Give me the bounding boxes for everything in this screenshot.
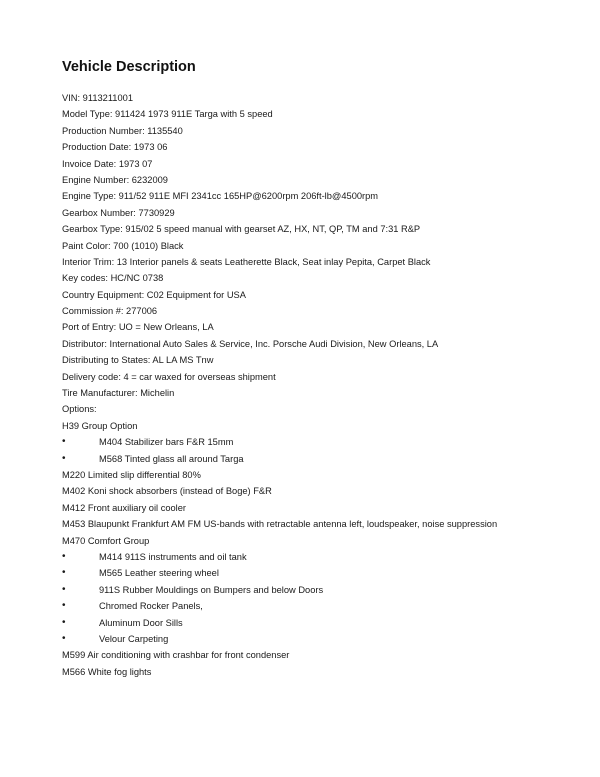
description-line xyxy=(62,352,582,368)
line-text: Delivery code: 4 = car waxed for overseas shipment xyxy=(62,371,276,382)
line-text: Production Number: 1135540 xyxy=(62,125,183,136)
line-text: Engine Type: 911/52 911E MFI 2341cc 165HP@6200rpm 206ft-lb@4500rpm xyxy=(62,191,379,202)
bullet-list-item xyxy=(62,598,582,614)
line-text: M568 Tinted glass all around Targa xyxy=(99,453,244,464)
description-line xyxy=(62,664,582,680)
description-line xyxy=(62,172,582,188)
line-text: Tire Manufacturer: Michelin xyxy=(62,388,175,399)
bullet-list-item xyxy=(62,615,582,631)
description-line xyxy=(62,467,582,483)
bullet-list-item xyxy=(62,565,582,581)
line-text: Chromed Rocker Panels, xyxy=(99,601,203,612)
line-text: Gearbox Number: 7730929 xyxy=(62,207,175,218)
line-text: Port of Entry: UO = New Orleans, LA xyxy=(62,322,214,333)
line-text: 911S Rubber Mouldings on Bumpers and below Doors xyxy=(99,584,324,595)
description-line xyxy=(62,221,582,237)
description-line xyxy=(62,533,582,549)
line-text: Gearbox Type: 915/02 5 speed manual with gearset AZ, HX, NT, QP, TM and 7:31 R&P xyxy=(62,224,421,235)
bullet-list-item xyxy=(62,451,582,467)
bullet-icon: • xyxy=(62,452,66,464)
description-line xyxy=(62,238,582,254)
description-line xyxy=(62,287,582,303)
description-line xyxy=(62,516,582,532)
line-text: H39 Group Option xyxy=(62,420,138,431)
description-line xyxy=(62,303,582,319)
line-text: Options: xyxy=(62,404,97,415)
bullet-icon: • xyxy=(62,583,66,595)
description-line xyxy=(62,188,582,204)
bullet-icon: • xyxy=(62,600,66,612)
line-text: M414 911S instruments and oil tank xyxy=(99,551,247,562)
line-text: Country Equipment: C02 Equipment for USA xyxy=(62,289,246,300)
line-text: Velour Carpeting xyxy=(99,633,169,644)
line-text: Paint Color: 700 (1010) Black xyxy=(62,240,184,251)
description-line xyxy=(62,401,582,417)
line-text: M220 Limited slip differential 80% xyxy=(62,469,201,480)
line-text: Aluminum Door Sills xyxy=(99,617,183,628)
description-line xyxy=(62,123,582,139)
line-text: Engine Number: 6232009 xyxy=(62,174,168,185)
bullet-icon: • xyxy=(62,436,66,448)
line-text: M412 Front auxiliary oil cooler xyxy=(62,502,187,513)
description-line xyxy=(62,106,582,122)
description-line xyxy=(62,254,582,270)
description-line xyxy=(62,156,582,172)
line-text: M599 Air conditioning with crashbar for front condenser xyxy=(62,650,290,661)
bullet-icon: • xyxy=(62,632,66,644)
bullet-list-item xyxy=(62,434,582,450)
bullet-icon: • xyxy=(62,616,66,628)
description-line xyxy=(62,500,582,516)
line-text: M453 Blaupunkt Frankfurt AM FM US-bands with retractable antenna left, loudspeaker, noise suppression xyxy=(62,519,498,530)
line-text: Invoice Date: 1973 07 xyxy=(62,158,153,169)
description-line xyxy=(62,369,582,385)
line-text: Commission #: 277006 xyxy=(62,306,158,317)
bullet-list-item xyxy=(62,549,582,565)
description-line xyxy=(62,336,582,352)
description-line xyxy=(62,647,582,663)
description-line xyxy=(62,319,582,335)
line-text: M565 Leather steering wheel xyxy=(99,568,219,579)
vehicle-description-list xyxy=(62,90,582,680)
description-line xyxy=(62,385,582,401)
line-text: VIN: 9113211001 xyxy=(62,93,133,103)
page-title: Vehicle Description xyxy=(62,59,196,75)
line-text: M566 White fog lights xyxy=(62,666,152,677)
line-text: Interior Trim: 13 Interior panels & seats Leatherette Black, Seat inlay Pepita, Carpet Black xyxy=(62,256,431,267)
line-text: Distributing to States: AL LA MS Tnw xyxy=(62,355,214,366)
bullet-list-item xyxy=(62,582,582,598)
bullet-icon: • xyxy=(62,567,66,579)
description-line xyxy=(62,483,582,499)
line-text: M404 Stabilizer bars F&R 15mm xyxy=(99,437,234,448)
line-text: M402 Koni shock absorbers (instead of Boge) F&R xyxy=(62,486,272,497)
description-line xyxy=(62,90,582,106)
description-line xyxy=(62,205,582,221)
bullet-icon: • xyxy=(62,550,66,562)
line-text: Distributor: International Auto Sales & Service, Inc. Porsche Audi Division, New Orleans, LA xyxy=(62,338,439,349)
line-text: M470 Comfort Group xyxy=(62,535,150,546)
line-text: Key codes: HC/NC 0738 xyxy=(62,273,164,284)
description-line xyxy=(62,418,582,434)
description-line xyxy=(62,270,582,286)
bullet-list-item xyxy=(62,631,582,647)
line-text: Production Date: 1973 06 xyxy=(62,142,168,153)
line-text: Model Type: 911424 1973 911E Targa with 5 speed xyxy=(62,109,273,120)
description-line xyxy=(62,139,582,155)
document-page xyxy=(62,56,582,680)
